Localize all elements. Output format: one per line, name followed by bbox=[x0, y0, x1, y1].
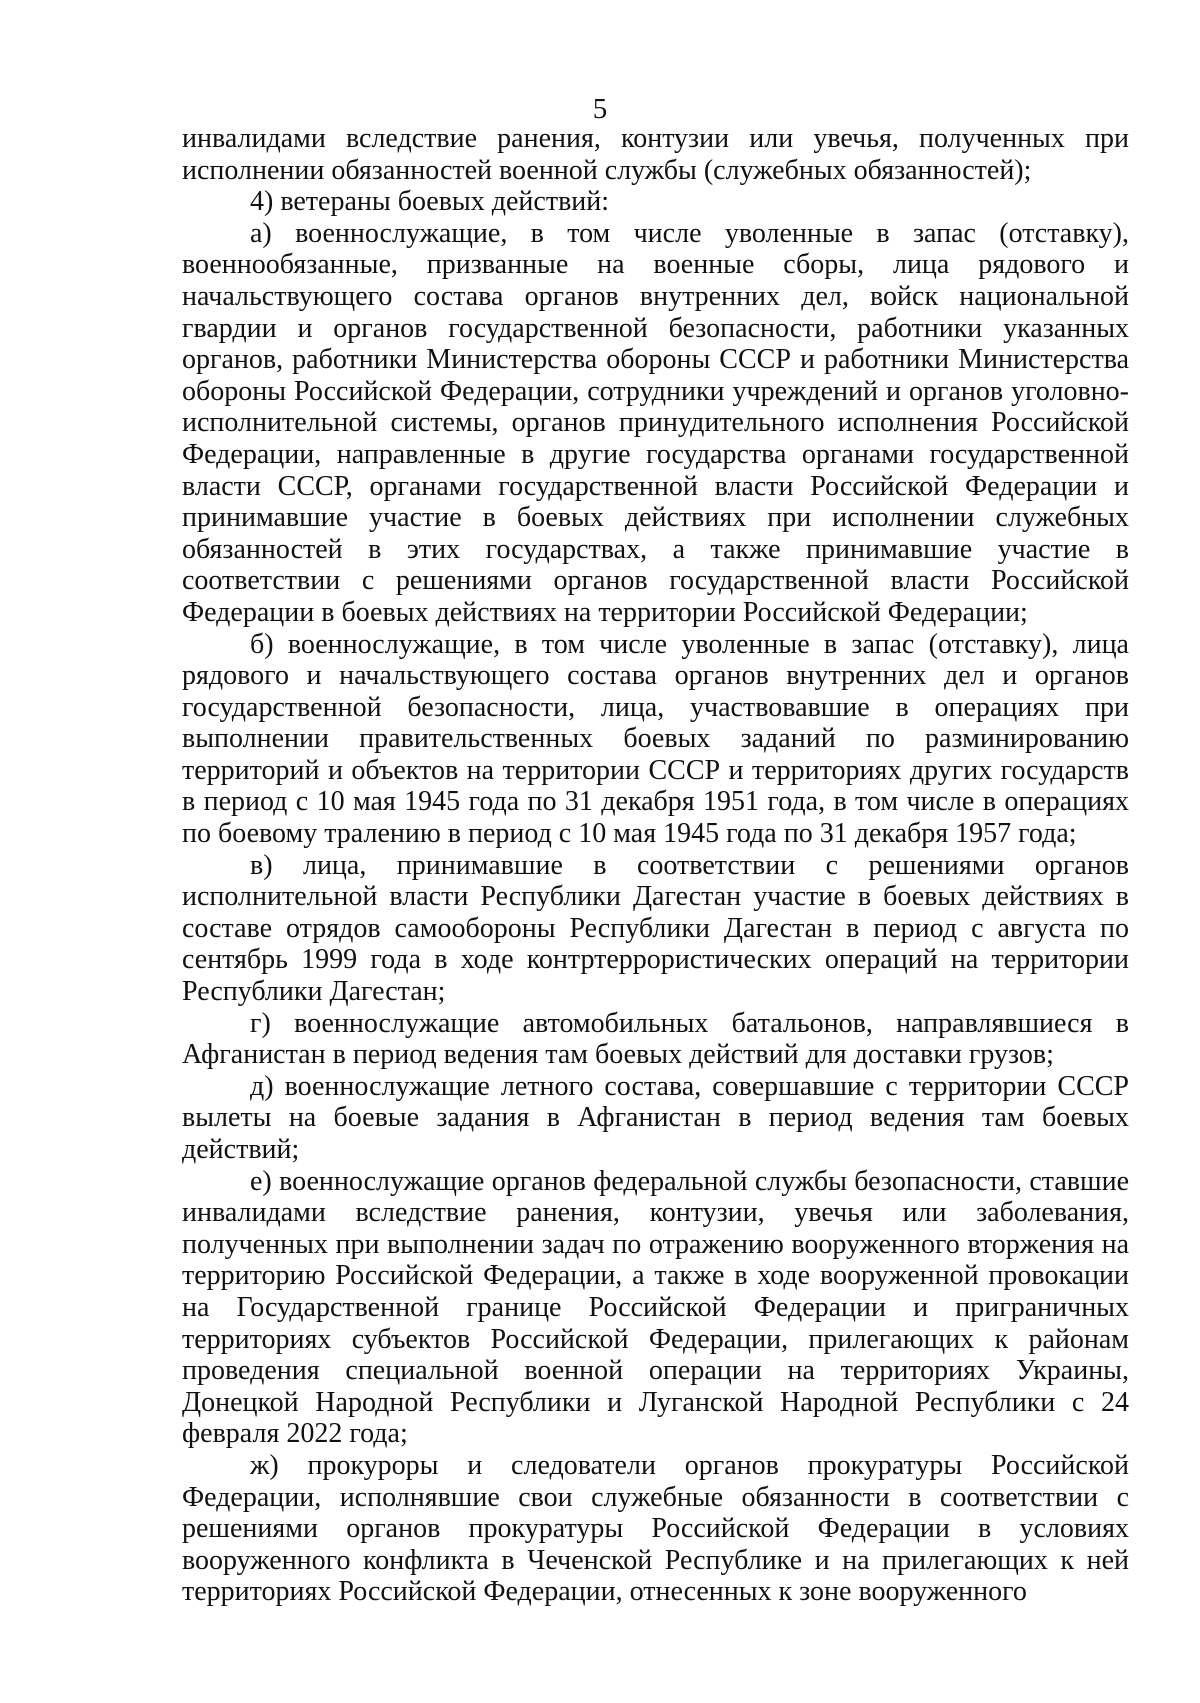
paragraph-subitem-b: б) военнослужащие, в том числе уволенные в запас (отставку), лица рядового и начальствующего состава органов внутренних дел и органов государственной безопасности, лица, участвовавшие в операциях при выполнении правительственных боевых заданий по разминированию территорий и объектов на территории СССР и территориях других государств в период с 10 мая 1945 года по 31 декабря 1951 года, в том числе в операциях по боевому тралению в период с 10 мая 1945 года по 31 декабря 1957 года; bbox=[182, 628, 1129, 850]
paragraph-subitem-v: в) лица, принимавшие в соответствии с решениями органов исполнительной власти Республики Дагестан участие в боевых действиях в составе отрядов самообороны Республики Дагестан в период с августа по сентябрь 1999 года в ходе контртеррористических операций на территории Республики Дагестан; bbox=[182, 849, 1129, 1008]
paragraph-subitem-d: д) военнослужащие летного состава, совершавшие с территории СССР вылеты на боевые задания в Афганистан в период ведения там боевых действий; bbox=[182, 1070, 1129, 1165]
paragraph-subitem-g: г) военнослужащие автомобильных батальонов, направлявшиеся в Афганистан в период ведения там боевых действий для доставки грузов; bbox=[182, 1007, 1129, 1071]
paragraph-subitem-e: е) военнослужащие органов федеральной службы безопасности, ставшие инвалидами вследствие ранения, контузии, увечья или заболевания, полученных при выполнении задач по отражению вооруженного вторжения на территорию Российской Федерации, а также в ходе вооруженной провокации на Государственной границе Российской Федерации и приграничных территориях субъектов Российской Федерации, прилегающих к районам проведения специальной военной операции на территориях Украины, Донецкой Народной Республики и Луганской Народной Республики с 24 февраля 2022 года; bbox=[182, 1165, 1129, 1450]
paragraph-subitem-a: а) военнослужащие, в том числе уволенные в запас (отставку), военнообязанные, призванные на военные сборы, лица рядового и начальствующего состава органов внутренних дел, войск национальной гвардии и органов государственной безопасности, работники указанных органов, работники Министерства обороны СССР и работники Министерства обороны Российской Федерации, сотрудники учреждений и органов уголовно-исполнительной системы, органов принудительного исполнения Российской Федерации, направленные в другие государства органами государственной власти СССР, органами государственной власти Российской Федерации и принимавшие участие в боевых действиях при исполнении служебных обязанностей в этих государствах, а также принимавшие участие в соответствии с решениями органов государственной власти Российской Федерации в боевых действиях на территории Российской Федерации; bbox=[182, 217, 1129, 628]
paragraph-item-4-heading: 4) ветераны боевых действий: bbox=[250, 186, 610, 218]
page-number: 5 bbox=[592, 93, 608, 125]
paragraph-subitem-zh: ж) прокуроры и следователи органов прокуратуры Российской Федерации, исполнявшие свои служебные обязанности в соответствии с решениями органов прокуратуры Российской Федерации в условиях вооруженного конфликта в Чеченской Республике и на прилегающих к ней территориях Российской Федерации, отнесенных к зоне вооруженного bbox=[182, 1449, 1129, 1608]
document-body bbox=[182, 123, 1129, 1608]
paragraph-continuation: инвалидами вследствие ранения, контузии или увечья, полученных при исполнении обязанностей военной службы (служебных обязанностей); bbox=[182, 123, 1129, 186]
